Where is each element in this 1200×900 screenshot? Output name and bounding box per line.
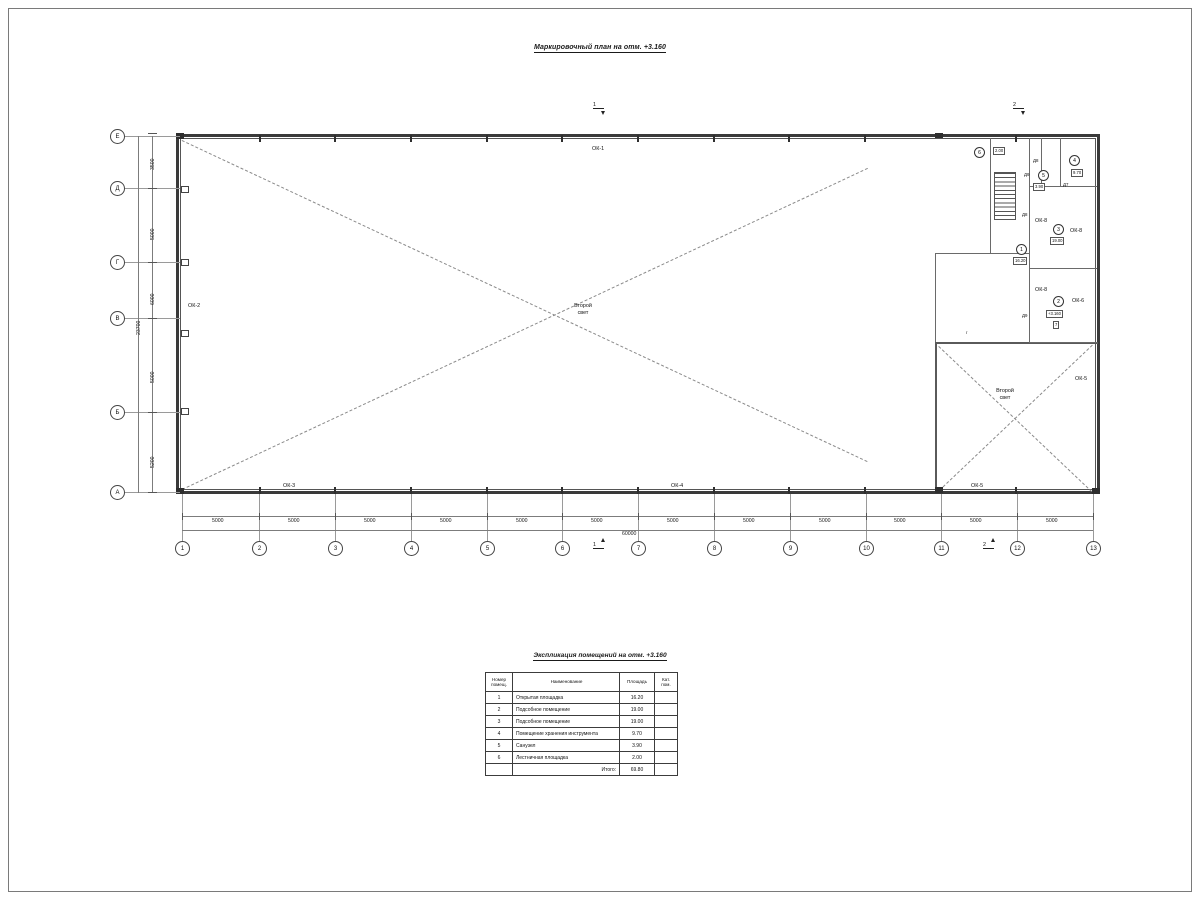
dim-h-7: 5000 bbox=[667, 518, 679, 524]
dim-h-11: 5000 bbox=[970, 518, 982, 524]
axis-bubble-4[interactable]: 4 bbox=[404, 541, 419, 556]
dim-tick-v-b bbox=[148, 412, 157, 413]
cell-room-number: 2 bbox=[486, 704, 513, 716]
room-schedule-table bbox=[485, 672, 678, 776]
table-row bbox=[486, 704, 678, 716]
door-label-d8-a: Д8 bbox=[1033, 158, 1039, 163]
dim-chain-vertical-total bbox=[138, 136, 139, 493]
dim-tick-h-8 bbox=[714, 513, 715, 520]
axis-bubble-8[interactable]: 8 bbox=[707, 541, 722, 556]
header-room-area: Площадь bbox=[620, 673, 655, 692]
section-arrow-2-top bbox=[1021, 111, 1025, 115]
column-left-d bbox=[181, 186, 189, 193]
cell-room-category bbox=[655, 692, 678, 704]
window-label-ok8a: ОК-8 bbox=[1070, 228, 1083, 234]
plan-room-area-4: 9.70 bbox=[1073, 170, 1082, 175]
axis-bubble-1[interactable]: 1 bbox=[175, 541, 190, 556]
axis-bubble-10[interactable]: 10 bbox=[859, 541, 874, 556]
section-mark-1-top: 1 bbox=[593, 102, 604, 109]
dim-tick-h-6 bbox=[562, 513, 563, 520]
column-bot-5 bbox=[486, 487, 488, 494]
dim-h-1: 5000 bbox=[212, 518, 224, 524]
dim-v-2: 5000 bbox=[150, 228, 156, 240]
plan-room-marker-1: 1 bbox=[1016, 244, 1027, 255]
axis-bubble-11[interactable]: 11 bbox=[934, 541, 949, 556]
header-room-number: Номер помещ. bbox=[486, 673, 513, 692]
wall-void2-west bbox=[935, 342, 937, 492]
axis-bubble-5[interactable]: 5 bbox=[480, 541, 495, 556]
dim-h-8: 5000 bbox=[743, 518, 755, 524]
cell-room-number: 5 bbox=[486, 740, 513, 752]
dim-h-5: 5000 bbox=[516, 518, 528, 524]
plan-room-elevation-2: +3.160 bbox=[1048, 311, 1061, 316]
total-value: 69.80 bbox=[620, 764, 655, 776]
table-header-row bbox=[486, 673, 678, 692]
table-row bbox=[486, 716, 678, 728]
dim-tick-h-1 bbox=[182, 513, 183, 520]
cell-room-area: 19.00 bbox=[620, 704, 655, 716]
void-label-main: Второй свет bbox=[574, 303, 592, 316]
axis-bubble-d[interactable]: Д bbox=[110, 181, 125, 196]
dim-h-10: 5000 bbox=[894, 518, 906, 524]
table-row bbox=[486, 728, 678, 740]
plan-room-area-3: 19.00 bbox=[1052, 238, 1063, 243]
section-mark-1-bottom: 1 bbox=[593, 542, 604, 549]
window-label-ok4: ОК-4 bbox=[671, 483, 684, 489]
dim-h-9: 5000 bbox=[819, 518, 831, 524]
dim-h-2: 5000 bbox=[288, 518, 300, 524]
cell-room-name: Подсобное помещение bbox=[513, 716, 620, 728]
column-left-g bbox=[181, 259, 189, 266]
column-bot-11 bbox=[935, 487, 943, 493]
column-top-10 bbox=[864, 135, 866, 142]
dim-chain-vertical bbox=[152, 136, 153, 493]
cell-room-name: Подсобное помещение bbox=[513, 704, 620, 716]
dim-tick-h-4 bbox=[411, 513, 412, 520]
partition-v-2 bbox=[1060, 138, 1061, 186]
dim-tick-v-a bbox=[148, 492, 157, 493]
column-top-6 bbox=[561, 135, 563, 142]
table-total-row bbox=[486, 764, 678, 776]
dim-h-total: 60000 bbox=[622, 531, 637, 537]
column-top-11 bbox=[935, 133, 943, 138]
total-label: Итого: bbox=[513, 764, 620, 776]
cell-room-area: 2.00 bbox=[620, 752, 655, 764]
dim-tick-h-13 bbox=[1093, 513, 1094, 520]
dim-tick-h-7 bbox=[638, 513, 639, 520]
cell-room-name: Санузел bbox=[513, 740, 620, 752]
column-bot-10 bbox=[864, 487, 866, 494]
cell-room-area: 9.70 bbox=[620, 728, 655, 740]
plan-room-area-1: 16.20 bbox=[1015, 258, 1026, 263]
plan-room-marker-2: 2 bbox=[1053, 296, 1064, 307]
window-label-ok1: ОК-1 bbox=[592, 146, 605, 152]
dim-tick-h-10 bbox=[866, 513, 867, 520]
window-label-ok5a: ОК-5 bbox=[971, 483, 984, 489]
dim-tick-h-9 bbox=[790, 513, 791, 520]
window-label-ok2: ОК-2 bbox=[188, 303, 201, 309]
column-top-4 bbox=[410, 135, 412, 142]
column-left-b bbox=[181, 408, 189, 415]
axis-bubble-6[interactable]: 6 bbox=[555, 541, 570, 556]
cell-room-number: 1 bbox=[486, 692, 513, 704]
dim-chain-horizontal-total bbox=[182, 530, 1093, 531]
axis-bubble-b[interactable]: Б bbox=[110, 405, 125, 420]
dim-h-3: 5000 bbox=[364, 518, 376, 524]
cell-room-category bbox=[655, 728, 678, 740]
cell-room-number: 6 bbox=[486, 752, 513, 764]
partition-h-5 bbox=[935, 253, 991, 254]
partition-h-2 bbox=[1029, 268, 1097, 269]
door-label-d8-b: Д8 bbox=[1022, 212, 1028, 217]
column-top-5 bbox=[486, 135, 488, 142]
window-label-ok8c: ОК-8 bbox=[1035, 287, 1048, 293]
axis-bubble-7[interactable]: 7 bbox=[631, 541, 646, 556]
dim-tick-h-11 bbox=[941, 513, 942, 520]
plan-room-area-2: 7 bbox=[1055, 322, 1058, 327]
column-bot-6 bbox=[561, 487, 563, 494]
window-label-ok5b: ОК-5 bbox=[1075, 376, 1088, 382]
dim-v-5: 5200 bbox=[150, 456, 156, 468]
column-bot-8 bbox=[713, 487, 715, 494]
dim-tick-h-2 bbox=[259, 513, 260, 520]
dim-v-3: 6000 bbox=[150, 293, 156, 305]
table-row bbox=[486, 692, 678, 704]
cell-room-category bbox=[655, 704, 678, 716]
door-label-d7: Д7 bbox=[1063, 182, 1069, 187]
column-bot-9 bbox=[788, 487, 790, 494]
drawing-title-text: Маркировочный план на отм. +3.160 bbox=[533, 44, 667, 51]
column-bot-7 bbox=[637, 487, 639, 494]
window-label-ok3: ОК-3 bbox=[283, 483, 296, 489]
dim-v-total: 23700 bbox=[136, 320, 142, 335]
spec-table-title-text: Экспликация помещений на отм. +3.160 bbox=[533, 652, 667, 659]
dim-h-4: 5000 bbox=[440, 518, 452, 524]
section-mark-2-bottom: 2 bbox=[983, 542, 994, 549]
total-category bbox=[655, 764, 678, 776]
table-row bbox=[486, 740, 678, 752]
dim-tick-v-d bbox=[148, 188, 157, 189]
building-inner-outline bbox=[180, 138, 1096, 490]
cell-room-name: Открытая площадка bbox=[513, 692, 620, 704]
plan-room-area-6: 2.00 bbox=[995, 148, 1004, 153]
window-label-ok8b: ОК-8 bbox=[1035, 218, 1048, 224]
axis-bubble-2[interactable]: 2 bbox=[252, 541, 267, 556]
column-top-7 bbox=[637, 135, 639, 142]
axis-bubble-9[interactable]: 9 bbox=[783, 541, 798, 556]
cell-room-number: 4 bbox=[486, 728, 513, 740]
dim-tick-h-12 bbox=[1017, 513, 1018, 520]
column-top-2 bbox=[259, 135, 261, 142]
plan-room-marker-6: 6 bbox=[974, 147, 985, 158]
header-room-name: Наименование bbox=[513, 673, 620, 692]
door-label-d9-b: Д9 bbox=[1022, 313, 1028, 318]
cell-room-category bbox=[655, 740, 678, 752]
table-row bbox=[486, 752, 678, 764]
plan-room-marker-3: 3 bbox=[1053, 224, 1064, 235]
section-mark-2-top: 2 bbox=[1013, 102, 1024, 109]
cell-room-name: Помещение хранения инструмента bbox=[513, 728, 620, 740]
axis-bubble-a[interactable]: А bbox=[110, 485, 125, 500]
cell-room-category bbox=[655, 716, 678, 728]
column-bot-3 bbox=[334, 487, 336, 494]
spec-table-title bbox=[0, 652, 1200, 659]
dim-tick-h-3 bbox=[335, 513, 336, 520]
dim-tick-v-e bbox=[148, 133, 157, 134]
partition-v-3 bbox=[990, 138, 991, 253]
partition-v-1 bbox=[1029, 138, 1030, 342]
staircase bbox=[994, 172, 1016, 220]
column-top-3 bbox=[334, 135, 336, 142]
axis-bubble-12[interactable]: 12 bbox=[1010, 541, 1025, 556]
dim-h-6: 5000 bbox=[591, 518, 603, 524]
column-bot-12 bbox=[1015, 487, 1017, 494]
dim-tick-h-5 bbox=[487, 513, 488, 520]
window-label-ok6: ОК-6 bbox=[1072, 298, 1085, 304]
dim-tick-v-g bbox=[148, 262, 157, 263]
plan-room-area-5: 3.90 bbox=[1035, 184, 1044, 189]
void-label-secondary: Второй свет bbox=[996, 388, 1014, 401]
plan-room-marker-4: 4 bbox=[1069, 155, 1080, 166]
plan-room-marker-5: 5 bbox=[1038, 170, 1049, 181]
column-top-9 bbox=[788, 135, 790, 142]
dim-v-4: 5000 bbox=[150, 371, 156, 383]
axis-bubble-g[interactable]: Г bbox=[110, 255, 125, 270]
section-arrow-2-bottom bbox=[991, 538, 995, 542]
dim-h-12: 5000 bbox=[1046, 518, 1058, 524]
cell-room-area: 3.90 bbox=[620, 740, 655, 752]
column-top-8 bbox=[713, 135, 715, 142]
cell-room-area: 19.00 bbox=[620, 716, 655, 728]
section-arrow-1-top bbox=[601, 111, 605, 115]
axis-bubble-v[interactable]: В bbox=[110, 311, 125, 326]
section-arrow-1-bottom bbox=[601, 538, 605, 542]
door-label-d9-c: г bbox=[966, 330, 968, 335]
cell-room-name: Лестничная площадка bbox=[513, 752, 620, 764]
cell-room-area: 16.20 bbox=[620, 692, 655, 704]
axis-bubble-13[interactable]: 13 bbox=[1086, 541, 1101, 556]
partition-h-3 bbox=[1029, 342, 1097, 343]
axis-bubble-3[interactable]: 3 bbox=[328, 541, 343, 556]
cell-room-category bbox=[655, 752, 678, 764]
header-room-category: Кат. пом. bbox=[655, 673, 678, 692]
dim-v-1: 3500 bbox=[150, 158, 156, 170]
column-bot-4 bbox=[410, 487, 412, 494]
column-left-v bbox=[181, 330, 189, 337]
axis-bubble-e[interactable]: Е bbox=[110, 129, 125, 144]
door-label-d9-a: Д9 bbox=[1024, 172, 1030, 177]
column-top-12 bbox=[1015, 135, 1017, 142]
total-spacer bbox=[486, 764, 513, 776]
column-bot-2 bbox=[259, 487, 261, 494]
wall-east bbox=[1097, 134, 1100, 494]
partition-v-4 bbox=[935, 253, 936, 342]
dim-tick-v-v bbox=[148, 318, 157, 319]
cell-room-number: 3 bbox=[486, 716, 513, 728]
